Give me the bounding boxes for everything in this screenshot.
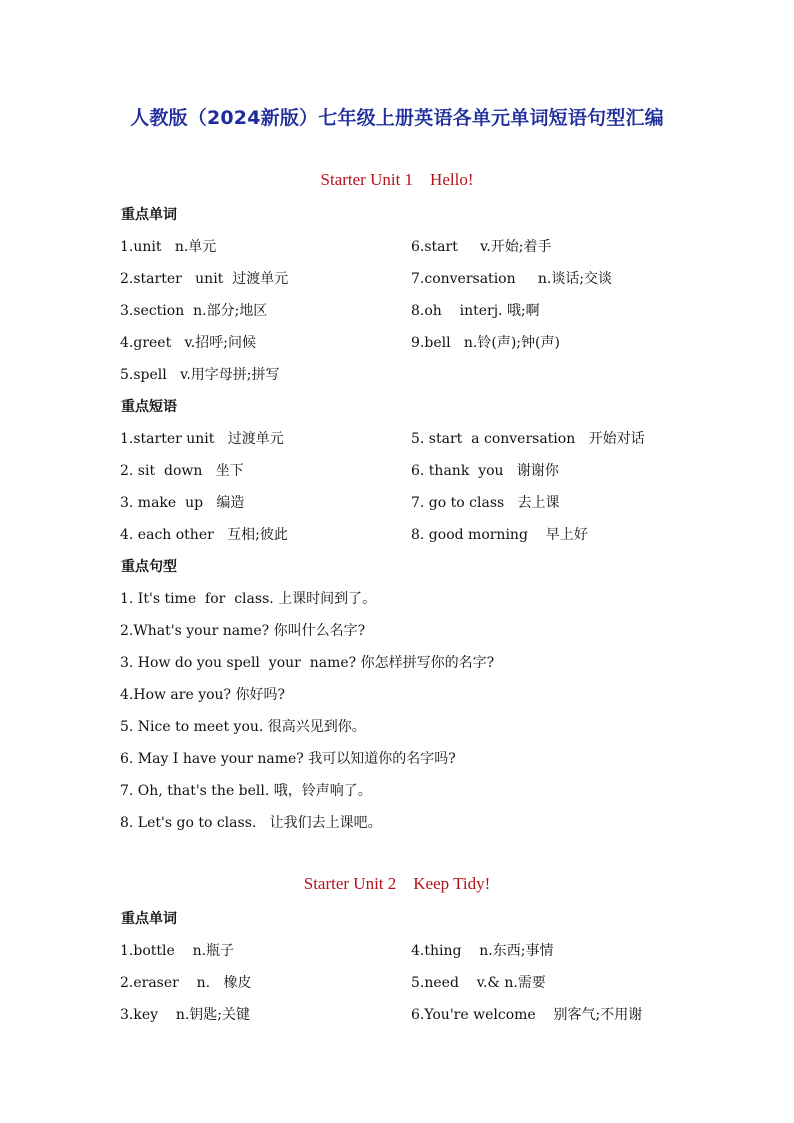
document-title: 人教版（2024新版）七年级上册英语各单元单词短语句型汇编	[130, 107, 664, 129]
unit1-sentence: 3. How do you spell your name? 你怎样拼写你的名字?	[120, 655, 495, 671]
unit1-phrase: 6. thank you 谢谢你	[411, 463, 559, 479]
unit1-phrase: 5. start a conversation 开始对话	[411, 431, 645, 447]
unit1-word: 8.oh interj. 哦;啊	[411, 303, 540, 319]
unit2-heading: Starter Unit 2 Keep Tidy!	[303, 874, 491, 893]
unit1-word: 7.conversation n.谈话;交谈	[411, 271, 613, 287]
unit1-sentence: 5. Nice to meet you. 很高兴见到你。	[120, 719, 366, 735]
unit2-word: 4.thing n.东西;事情	[411, 943, 554, 959]
unit1-phrase: 8. good morning 早上好	[411, 527, 588, 543]
unit1-word: 1.unit n.单元	[120, 239, 217, 255]
unit1-phrase: 1.starter unit 过渡单元	[120, 431, 284, 447]
unit1-word: 6.start v.开始;着手	[411, 239, 552, 255]
unit1-word: 4.greet v.招呼;问候	[120, 335, 256, 351]
unit1-word: 3.section n.部分;地区	[120, 303, 268, 319]
unit2-word: 2.eraser n. 橡皮	[120, 975, 252, 991]
unit1-sentence: 6. May I have your name? 我可以知道你的名字吗?	[120, 751, 456, 767]
unit2-word: 3.key n.钥匙;关键	[120, 1007, 251, 1023]
unit1-word: 9.bell n.铃(声);钟(声)	[411, 335, 560, 351]
unit1-sentence: 1. It's time for class. 上课时间到了。	[120, 591, 377, 607]
unit1-word: 2.starter unit 过渡单元	[120, 271, 289, 287]
unit1-heading: Starter Unit 1 Hello!	[320, 170, 474, 189]
unit1-phrase: 7. go to class 去上课	[411, 495, 560, 511]
unit1-phrase: 3. make up 编造	[120, 495, 245, 511]
unit2-words-label: 重点单词	[121, 911, 177, 927]
unit1-phrases-label: 重点短语	[121, 399, 177, 415]
unit1-sentence: 4.How are you? 你好吗?	[120, 687, 286, 703]
unit1-sentences-label: 重点句型	[121, 559, 177, 575]
unit1-sentence: 8. Let's go to class. 让我们去上课吧。	[120, 815, 382, 831]
unit1-phrase: 4. each other 互相;彼此	[120, 527, 288, 543]
unit1-word: 5.spell v.用字母拼;拼写	[120, 367, 280, 383]
unit1-sentence: 7. Oh, that's the bell. 哦，铃声响了。	[120, 783, 372, 799]
unit2-word: 5.need v.& n.需要	[411, 975, 546, 991]
unit1-words-label: 重点单词	[121, 207, 177, 223]
unit1-phrase: 2. sit down 坐下	[120, 463, 244, 479]
unit2-word: 6.You're welcome 别客气;不用谢	[411, 1007, 643, 1023]
unit2-word: 1.bottle n.瓶子	[120, 943, 235, 959]
unit1-sentence: 2.What's your name? 你叫什么名字?	[120, 623, 366, 639]
